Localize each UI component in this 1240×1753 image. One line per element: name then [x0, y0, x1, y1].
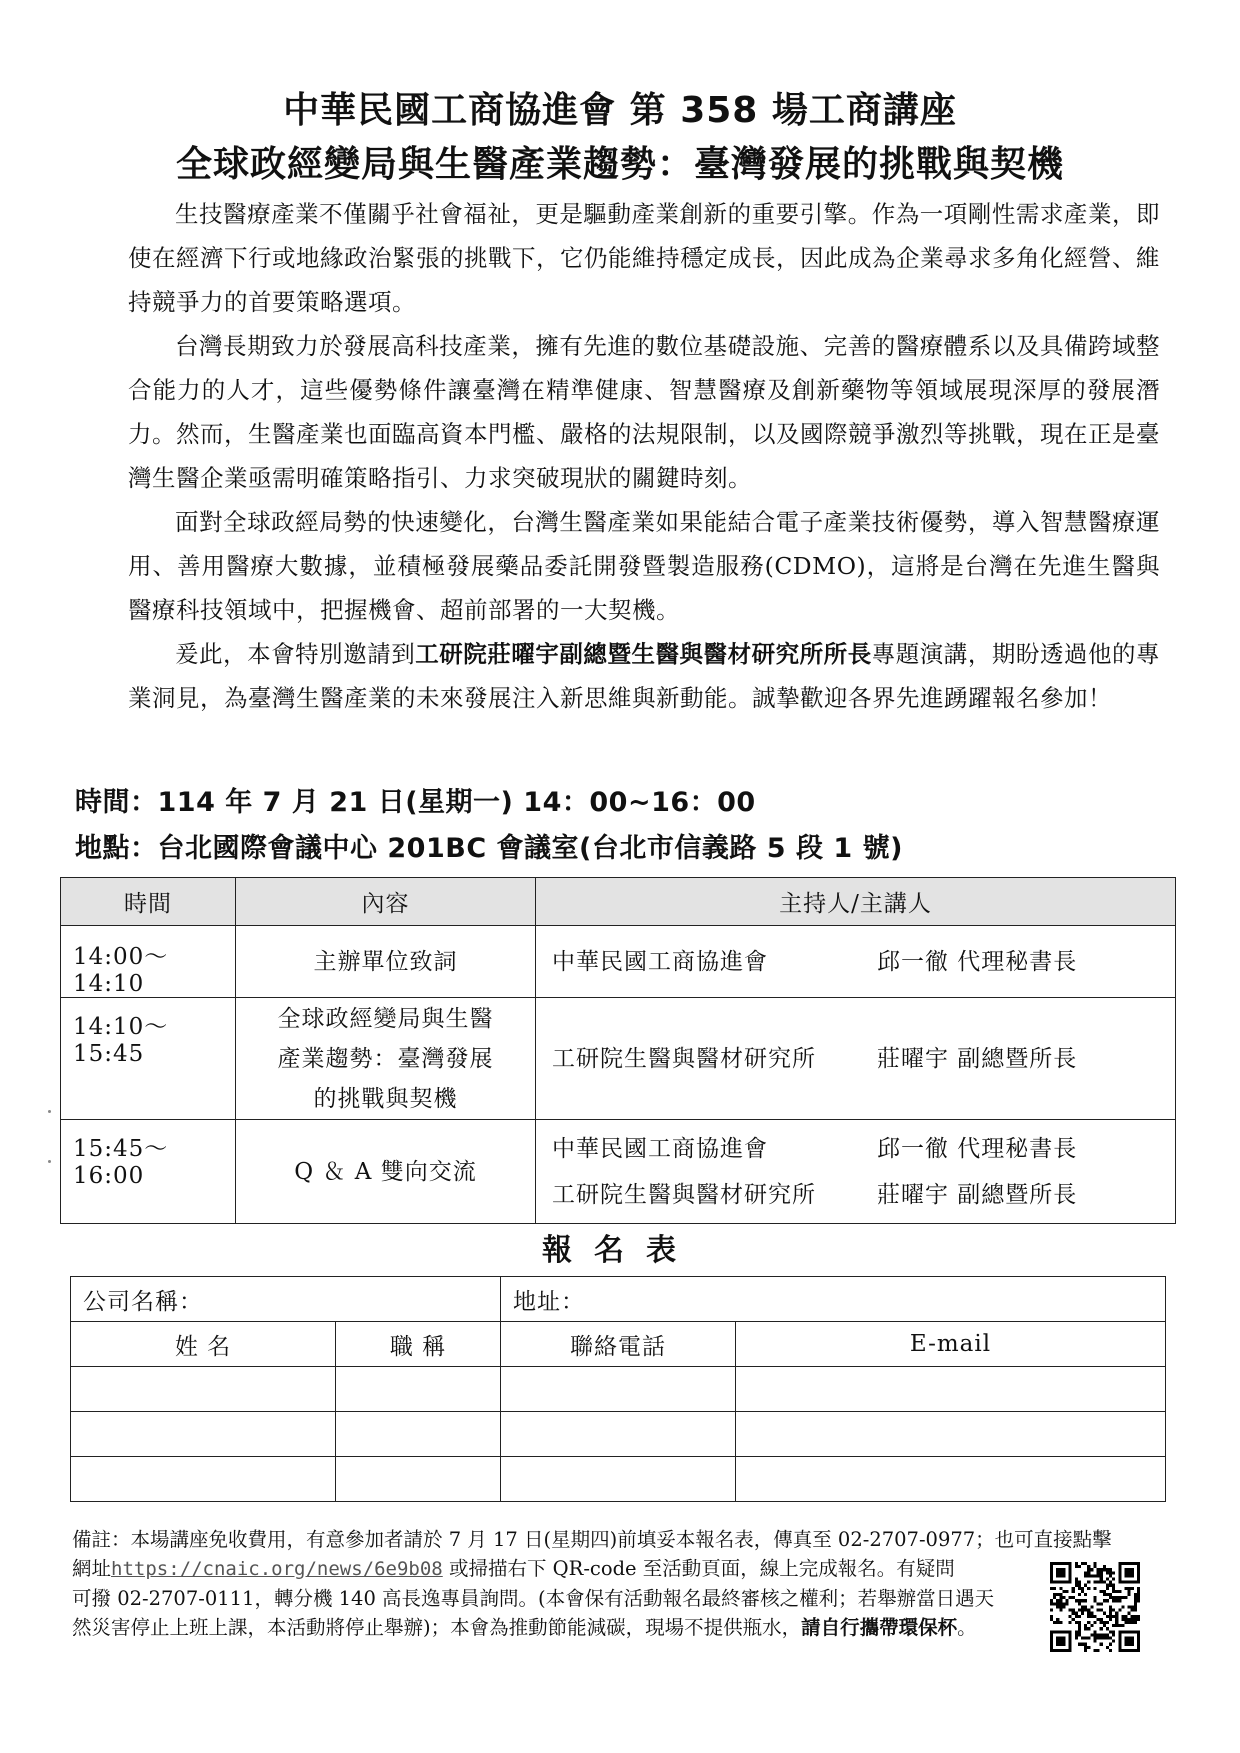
- intro-paragraph-1: 生技醫療產業不僅關乎社會福祉，更是驅動產業創新的重要引擎。作為一項剛性需求產業，即使在經濟下行或地緣政治緊張的挑戰下，它仍能維持穩定成長，因此成為企業尋求多角化經營、維持競爭力的首要策略選項。: [128, 200, 1160, 316]
- column-email: E-mail: [736, 1322, 1166, 1367]
- agenda-host-cell: [536, 1120, 1176, 1224]
- agenda-time-cell: 14:00～14:10: [61, 926, 236, 998]
- host-org: 中華民國工商協進會: [552, 948, 768, 975]
- agenda-header-time: 時間: [61, 878, 236, 926]
- company-name-field[interactable]: 公司名稱：: [71, 1277, 501, 1322]
- title-input[interactable]: [336, 1367, 501, 1412]
- note-url-label: 網址: [72, 1557, 112, 1580]
- agenda-content-line: 全球政經變局與生醫: [277, 1005, 494, 1032]
- title-input[interactable]: [336, 1457, 501, 1502]
- agenda-time-cell: 15:45～16:00: [61, 1120, 236, 1224]
- column-name: 姓 名: [71, 1322, 336, 1367]
- agenda-header-content: 內容: [236, 878, 536, 926]
- email-input[interactable]: [736, 1412, 1166, 1457]
- agenda-row: [61, 926, 1176, 998]
- intro-paragraph-4: [128, 632, 1160, 720]
- lecture-title: 全球政經變局與生醫產業趨勢：臺灣發展的挑戰與契機: [175, 144, 1064, 185]
- registration-header-row: [71, 1322, 1166, 1367]
- name-input[interactable]: [71, 1367, 336, 1412]
- agenda-host-cell: [536, 926, 1176, 998]
- registration-entry-row: [71, 1457, 1166, 1502]
- agenda-content-cell: [236, 1120, 536, 1224]
- registration-form: [70, 1276, 1166, 1502]
- name-input[interactable]: [71, 1457, 336, 1502]
- host-person: 莊曜宇 副總暨所長: [877, 1181, 1078, 1208]
- host-org: 工研院生醫與醫材研究所: [552, 1045, 816, 1072]
- note-line-2: [72, 1554, 1022, 1584]
- agenda-content-cell: [236, 998, 536, 1120]
- phone-input[interactable]: [501, 1457, 736, 1502]
- registration-entry-row: [71, 1412, 1166, 1457]
- note-line-2-rest: 或掃描右下 QR-code 至活動頁面，線上完成報名。有疑問: [442, 1557, 955, 1580]
- address-field[interactable]: 地址：: [501, 1277, 1166, 1322]
- host-org: 中華民國工商協進會: [552, 1135, 768, 1162]
- qr-code-graphic: [1050, 1562, 1140, 1652]
- name-input[interactable]: [71, 1412, 336, 1457]
- agenda-content-line: 產業趨勢：臺灣發展: [277, 1045, 494, 1072]
- agenda-header-row: [61, 878, 1176, 926]
- host-person: 莊曜宇 副總暨所長: [877, 1045, 1078, 1072]
- agenda-host-cell: [536, 998, 1176, 1120]
- intro-p4-post: 專題演講，期盼透過他的專業洞見，為臺灣生醫產業的未來發展注入新思維與新動能。誠摯歡迎各界先進踴躍報名參加！: [128, 640, 1161, 712]
- host-org: 工研院生醫與醫材研究所: [552, 1181, 816, 1208]
- agenda-header-hosts: 主持人/主講人: [536, 878, 1176, 926]
- qr-code-icon[interactable]: [1050, 1562, 1140, 1652]
- event-venue: 地點：台北國際會議中心 201BC 會議室(台北市信義路 5 段 1 號): [75, 833, 903, 864]
- agenda-time-cell: 14:10～15:45: [61, 998, 236, 1120]
- agenda-content-line: 主辦單位致詞: [313, 948, 458, 975]
- agenda-content-cell: [236, 926, 536, 998]
- note-line-4-post: 。: [957, 1616, 977, 1639]
- host-person: 邱一徹 代理秘書長: [877, 948, 1078, 975]
- bring-cup-notice: 請自行攜帶環保杯: [801, 1616, 958, 1639]
- scan-speck: [48, 1160, 51, 1163]
- email-input[interactable]: [736, 1367, 1166, 1412]
- column-title: 職 稱: [336, 1322, 501, 1367]
- host-person: 邱一徹 代理秘書長: [877, 1135, 1078, 1162]
- note-line-3: 可撥 02-2707-0111，轉分機 140 高長逸專員詢問。(本會保有活動報名最終審核之權利；若舉辦當日遇天: [72, 1587, 995, 1610]
- agenda-row: [61, 1120, 1176, 1224]
- title-input[interactable]: [336, 1412, 501, 1457]
- phone-input[interactable]: [501, 1412, 736, 1457]
- speaker-highlight: 工研院莊曜宇副總暨生醫與醫材研究所所長: [415, 640, 872, 668]
- event-time: 時間：114 年 7 月 21 日(星期一) 14：00~16：00: [75, 787, 756, 818]
- registration-entry-row: [71, 1367, 1166, 1412]
- registration-form-title: 報名表: [542, 1233, 698, 1268]
- event-series-title: 中華民國工商協進會 第 358 場工商講座: [283, 90, 957, 131]
- column-phone: 聯絡電話: [501, 1322, 736, 1367]
- intro-p4-pre: 爰此，本會特別邀請到: [175, 640, 416, 668]
- scan-speck: [48, 1110, 51, 1113]
- note-line-4: [72, 1613, 1022, 1642]
- registration-link[interactable]: https://cnaic.org/news/6e9b08: [111, 1558, 443, 1580]
- note-line-4-pre: 然災害停止上班上課，本活動將停止舉辦)；本會為推動節能減碳，現場不提供瓶水，: [72, 1616, 802, 1639]
- phone-input[interactable]: [501, 1367, 736, 1412]
- agenda-content-line: 的挑戰與契機: [313, 1085, 458, 1112]
- email-input[interactable]: [736, 1457, 1166, 1502]
- agenda-content-line: Q ＆ A 雙向交流: [294, 1158, 477, 1185]
- intro-paragraph-2: 台灣長期致力於發展高科技產業，擁有先進的數位基礎設施、完善的醫療體系以及具備跨域整合能力的人才，這些優勢條件讓臺灣在精準健康、智慧醫療及創新藥物等領域展現深厚的發展潛力。然而，生醫產業也面臨高資本門檻、嚴格的法規限制，以及國際競爭激烈等挑戰，現在正是臺灣生醫企業亟需明確策略指引、力求突破現狀的關鍵時刻。: [128, 332, 1160, 492]
- intro-paragraph-3: 面對全球政經局勢的快速變化，台灣生醫產業如果能結合電子產業技術優勢，導入智慧醫療運用、善用醫療大數據，並積極發展藥品委託開發暨製造服務(CDMO)，這將是台灣在先進生醫與醫療科技領域中，把握機會、超前部署的一大契機。: [128, 508, 1160, 624]
- agenda-row: [61, 998, 1176, 1120]
- agenda-table: [60, 877, 1176, 1224]
- registration-note: [72, 1525, 1172, 1642]
- registration-company-row: [71, 1277, 1166, 1322]
- note-line-1: 備註：本場講座免收費用，有意參加者請於 7 月 17 日(星期四)前填妥本報名表，傳真至 02-2707-0977；也可直接點擊: [72, 1528, 1112, 1551]
- intro-text: [128, 192, 1160, 720]
